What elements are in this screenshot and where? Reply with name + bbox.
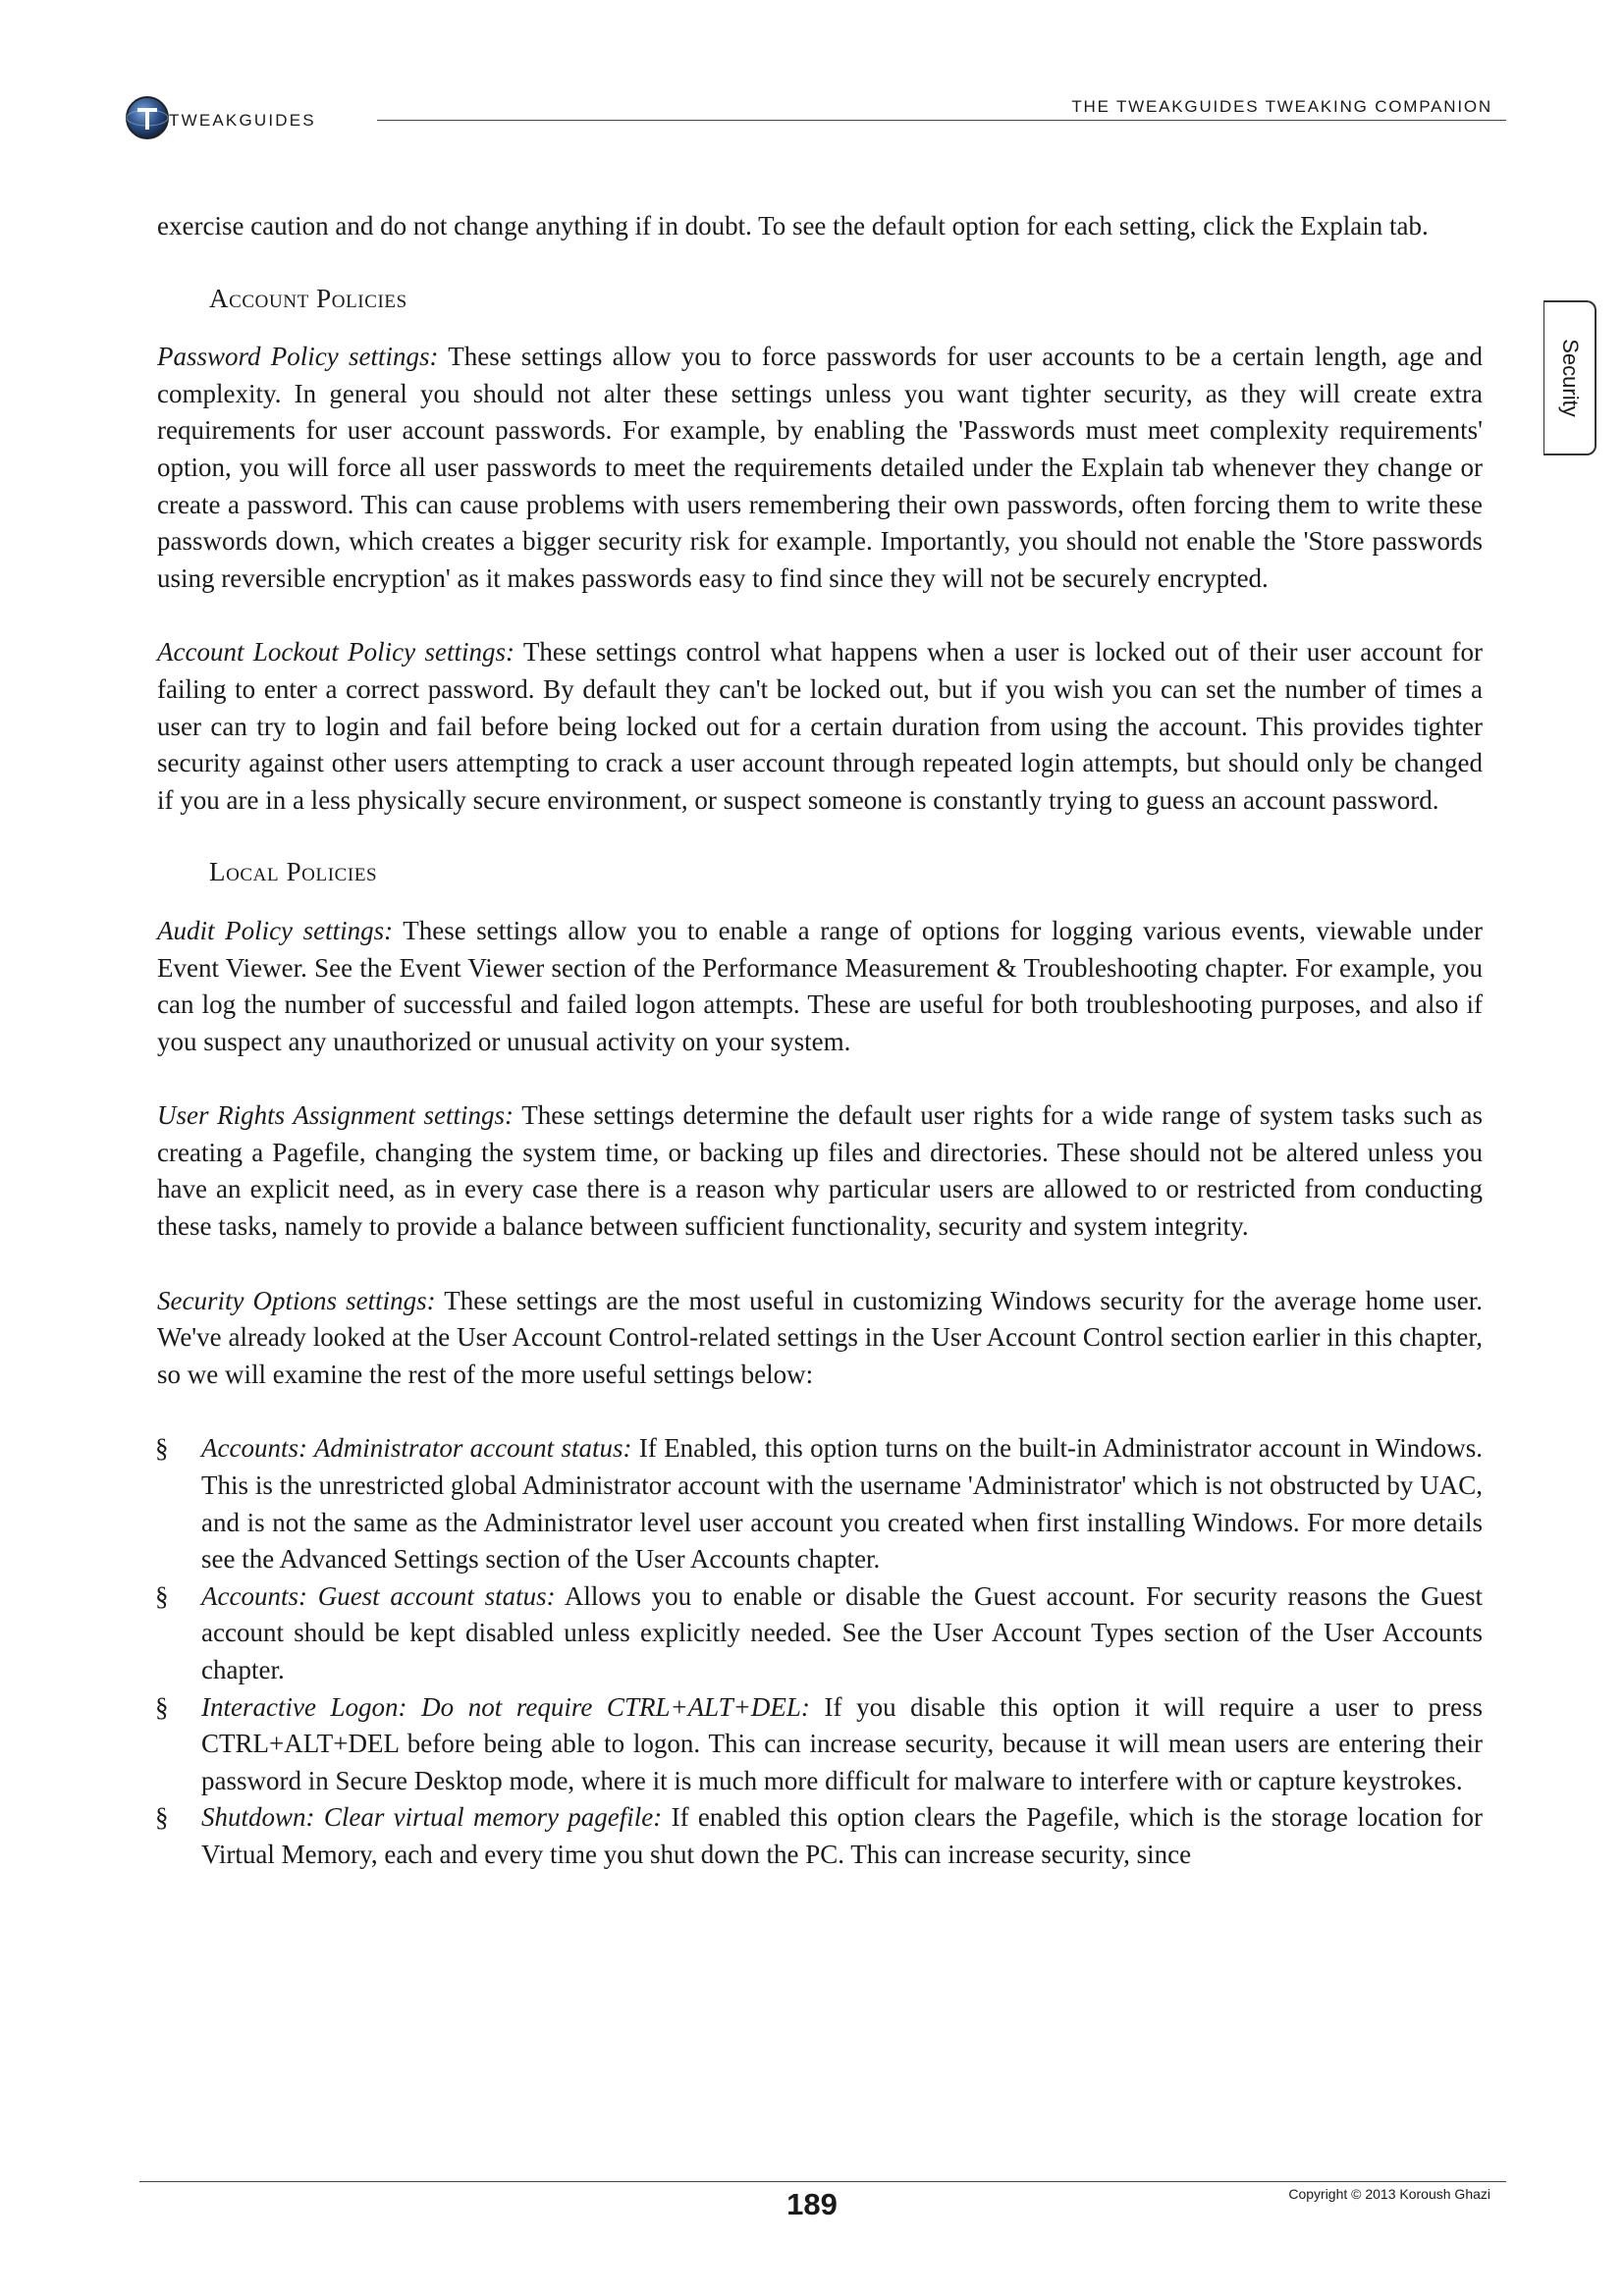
page-number: 189: [786, 2187, 838, 2221]
paragraph-audit-policy: [157, 913, 1483, 1060]
text-security-options: These settings are the most useful in customizing Windows security for the average home user. We've already looked at the User Account Control-related settings in the User Account Control section earlier in this chapter, so we will examine the rest of the more useful settings below:: [157, 1285, 1483, 1389]
chapter-side-tab: [1543, 300, 1597, 455]
header-title: THE TWEAKGUIDES TWEAKING COMPANION: [1071, 97, 1492, 116]
side-tab-label: Security: [1557, 339, 1583, 417]
security-options-list: [157, 1430, 1483, 1873]
paragraph-lockout-policy: [157, 634, 1483, 819]
list-item: [157, 1799, 1483, 1873]
list-item-term: Accounts: Administrator account status:: [201, 1433, 632, 1464]
list-item-term: Shutdown: Clear virtual memory pagefile:: [201, 1802, 663, 1833]
term-user-rights: User Rights Assignment settings:: [157, 1100, 514, 1131]
term-security-options: Security Options settings:: [157, 1285, 436, 1315]
text-lockout-policy: These settings control what happens when a user is locked out of their user account for failing to enter a correct password. By default they can't be locked out, but if you wish you can set the number of times a user can try to login and fail before being locked out for a certain duration from using the account. This provides tighter security against other users attempting to crack a user account through repeated login attempts, but should only be changed if you are in a less physically secure environment, or suspect someone is constantly trying to guess an account password.: [157, 637, 1483, 815]
footer-divider: [139, 2181, 1506, 2182]
copyright-notice: Copyright © 2013 Koroush Ghazi: [1288, 2186, 1490, 2202]
list-item: [157, 1689, 1483, 1800]
list-item-text: Allows you to enable or disable the Guest account. For security reasons the Guest account should be kept disabled unless explicitly needed. See the User Account Types section of the User Accounts chapter.: [201, 1580, 1483, 1684]
list-item: [157, 1430, 1483, 1577]
intro-paragraph: exercise caution and do not change anything if in doubt. To see the default option for each setting, click the Explain tab.: [157, 211, 1429, 240]
bullet-mark: §: [155, 1802, 169, 1833]
term-password-policy: Password Policy settings:: [157, 342, 439, 372]
tweakguides-logo: [124, 94, 363, 145]
paragraph-security-options: [157, 1283, 1483, 1394]
list-item-text: If you disable this option it will require a user to press CTRL+ALT+DEL before being able to logon. This can increase security, because it will mean users are entering their password in Secure Desktop mode, where it is much more difficult for malware to interfere with or capture keystrokes.: [201, 1691, 1483, 1795]
bullet-mark: §: [155, 1433, 169, 1464]
text-audit-policy: These settings allow you to enable a range of options for logging various events, viewable under Event Viewer. See the Event Viewer section of the Performance Measurement & Troubleshooting chapter. For example, you can log the number of successful and failed logon attempts. These are useful for both troubleshooting purposes, and also if you suspect any unauthorized or unusual activity on your system.: [157, 915, 1483, 1056]
list-item-term: Accounts: Guest account status:: [201, 1580, 556, 1611]
list-item: [157, 1578, 1483, 1689]
list-item-text: If Enabled, this option turns on the built-in Administrator account in Windows. This is the unrestricted global Administrator account with the username 'Administrator' which is not obstructed by UAC, and is not the same as the Administrator level user account you created when first installing Windows. For more details see the Advanced Settings section of the User Accounts chapter.: [201, 1433, 1483, 1575]
paragraph-password-policy: [157, 339, 1483, 597]
paragraph-user-rights: [157, 1097, 1483, 1245]
bullet-mark: §: [155, 1580, 169, 1611]
bullet-mark: §: [155, 1691, 169, 1722]
list-item-text: If enabled this option clears the Pagefile, which is the storage location for Virtual Memory, each and every time you shut down the PC. This can increase security, since: [201, 1802, 1484, 1869]
section-heading-local-policies: Local Policies: [209, 857, 378, 887]
text-user-rights: These settings determine the default user rights for a wide range of system tasks such as creating a Pagefile, changing the system time, or backing up files and directories. These should not be altered unless you have an explicit need, as in every case there is a reason why particular users are allowed to or restricted from conducting these tasks, namely to provide a balance between sufficient functionality, security and system integrity.: [157, 1100, 1483, 1242]
section-heading-account-policies: Account Policies: [209, 283, 407, 313]
list-item-term: Interactive Logon: Do not require CTRL+ALT+DEL:: [201, 1691, 810, 1722]
term-audit-policy: Audit Policy settings:: [157, 915, 394, 945]
logo-wordmark: TWEAKGUIDES: [169, 111, 316, 130]
header-divider: [377, 120, 1506, 121]
term-lockout-policy: Account Lockout Policy settings:: [157, 637, 514, 667]
page-content: [157, 208, 1483, 1874]
text-password-policy: These settings allow you to force passwords for user accounts to be a certain length, age and complexity. In general you should not alter these settings unless you want tighter security, as they will create extra requirements for user account passwords. For example, by enabling the 'Passwords must meet complexity requirements' option, you will force all user passwords to meet the requirements detailed under the Explain tab whenever they change or create a password. This can cause problems with users remembering their own passwords, often forcing them to write these passwords down, which creates a bigger security risk for example. Importantly, you should not enable the 'Store passwords using reversible encryption' as it makes passwords easy to find since they will not be securely encrypted.: [157, 342, 1483, 593]
